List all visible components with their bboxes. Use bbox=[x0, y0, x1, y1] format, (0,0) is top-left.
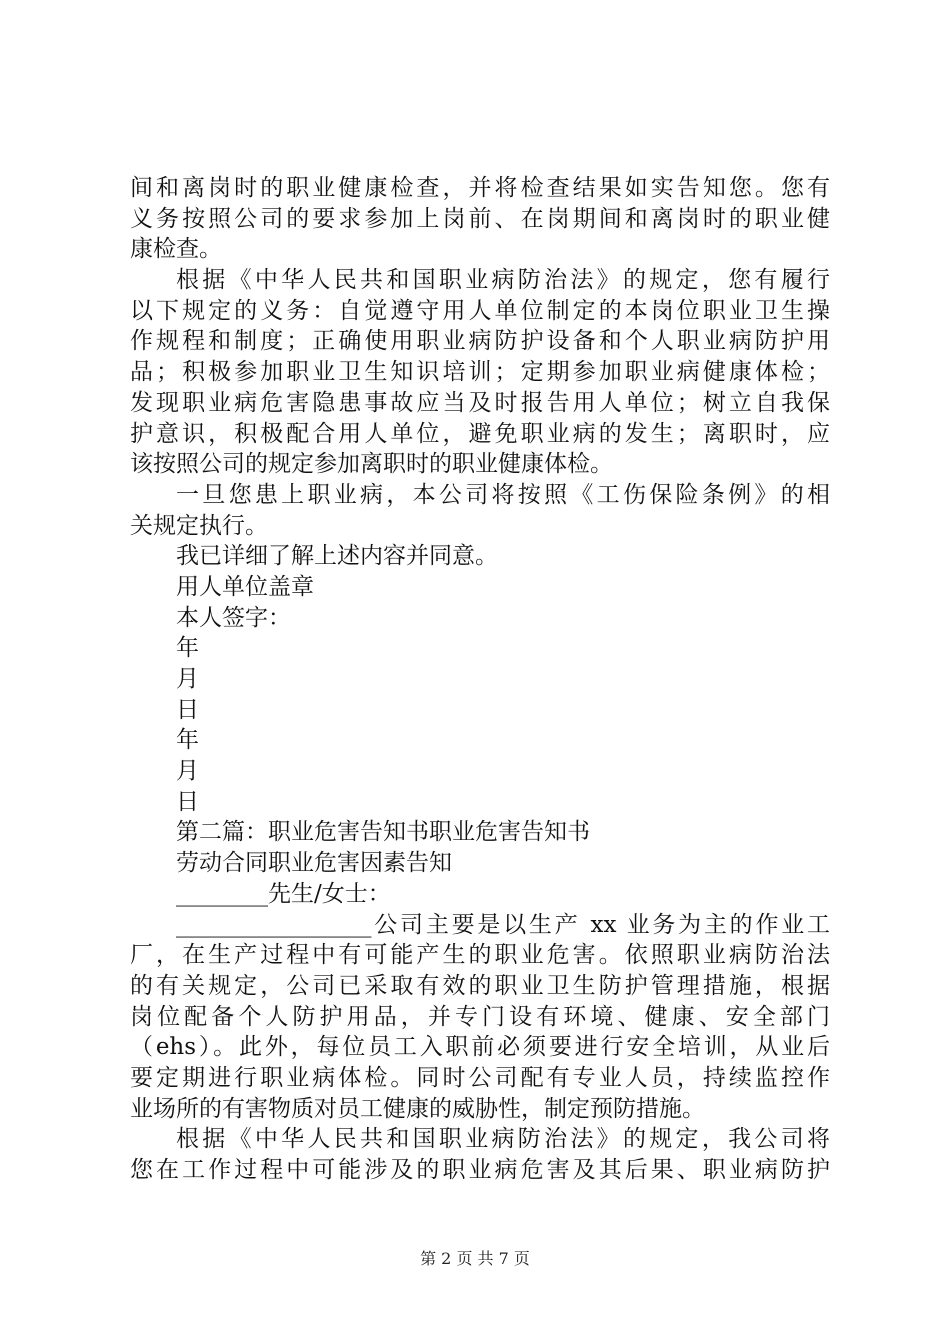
text-line: 要定期进行职业病体检。同时公司配有专业人员，持续监控作 bbox=[130, 1064, 830, 1091]
date-year-label: 年 bbox=[176, 727, 199, 754]
text-line: 的有关规定，公司已采取有效的职业卫生防护管理措施，根据 bbox=[130, 972, 830, 999]
document-body bbox=[130, 173, 830, 1186]
signature-label: 本人签字： bbox=[176, 604, 291, 631]
text-line: 以下规定的义务：自觉遵守用人单位制定的本岗位职业卫生操 bbox=[130, 297, 830, 324]
text-line: 康检查。 bbox=[130, 236, 222, 263]
date-month-label: 月 bbox=[176, 666, 199, 692]
text-line: 间和离岗时的职业健康检查，并将检查结果如实告知您。您有 bbox=[130, 175, 830, 201]
page-number-footer: 第 2 页 共 7 页 bbox=[420, 1249, 530, 1268]
paragraph-start-line: 一旦您患上职业病，本公司将按照《工伤保险条例》的相 bbox=[176, 481, 830, 508]
text-line: 关规定执行。 bbox=[130, 512, 268, 539]
employer-seal-label: 用人单位盖章 bbox=[176, 573, 314, 600]
paragraph-start-line: _________________公司主要是以生产 xx 业务为主的作业工 bbox=[176, 911, 830, 938]
section-subheading: 劳动合同职业危害因素告知 bbox=[176, 850, 452, 877]
text-line: 厂，在生产过程中有可能产生的职业危害。依照职业病防治法 bbox=[130, 942, 830, 969]
paragraph-start-line: 根据《中华人民共和国职业病防治法》的规定，我公司将 bbox=[176, 1126, 830, 1153]
text-line: 您在工作过程中可能涉及的职业病危害及其后果、职业病防护 bbox=[130, 1157, 830, 1183]
text-line: 岗位配备个人防护用品，并专门设有环境、健康、安全部门 bbox=[130, 1003, 830, 1030]
text-line: 护意识，积极配合用人单位，避免职业病的发生；离职时，应 bbox=[130, 420, 830, 447]
date-year-label: 年 bbox=[176, 635, 199, 662]
text-line: 业场所的有害物质对员工健康的威胁性，制定预防措施。 bbox=[130, 1095, 705, 1122]
date-day-label: 日 bbox=[176, 696, 199, 723]
text-line: （ehs）。此外，每位员工入职前必须要进行安全培训，从业后 bbox=[130, 1034, 830, 1061]
text-line: 品；积极参加职业卫生知识培训；定期参加职业病健康体检； bbox=[130, 359, 830, 386]
date-month-label: 月 bbox=[176, 758, 199, 785]
text-line: 发现职业病危害隐患事故应当及时报告用人单位；树立自我保 bbox=[130, 389, 830, 416]
section-heading: 第二篇：职业危害告知书职业危害告知书 bbox=[176, 819, 590, 846]
text-line: 义务按照公司的要求参加上岗前、在岗期间和离岗时的职业健 bbox=[130, 205, 830, 232]
salutation-line: ________先生/女士： bbox=[176, 880, 391, 907]
date-day-label: 日 bbox=[176, 788, 199, 815]
agreement-line: 我已详细了解上述内容并同意。 bbox=[176, 543, 498, 570]
text-line: 作规程和制度；正确使用职业病防护设备和个人职业病防护用 bbox=[130, 328, 830, 355]
paragraph-start-line: 根据《中华人民共和国职业病防治法》的规定，您有履行 bbox=[176, 267, 830, 294]
text-line: 该按照公司的规定参加离职时的职业健康体检。 bbox=[130, 451, 613, 478]
